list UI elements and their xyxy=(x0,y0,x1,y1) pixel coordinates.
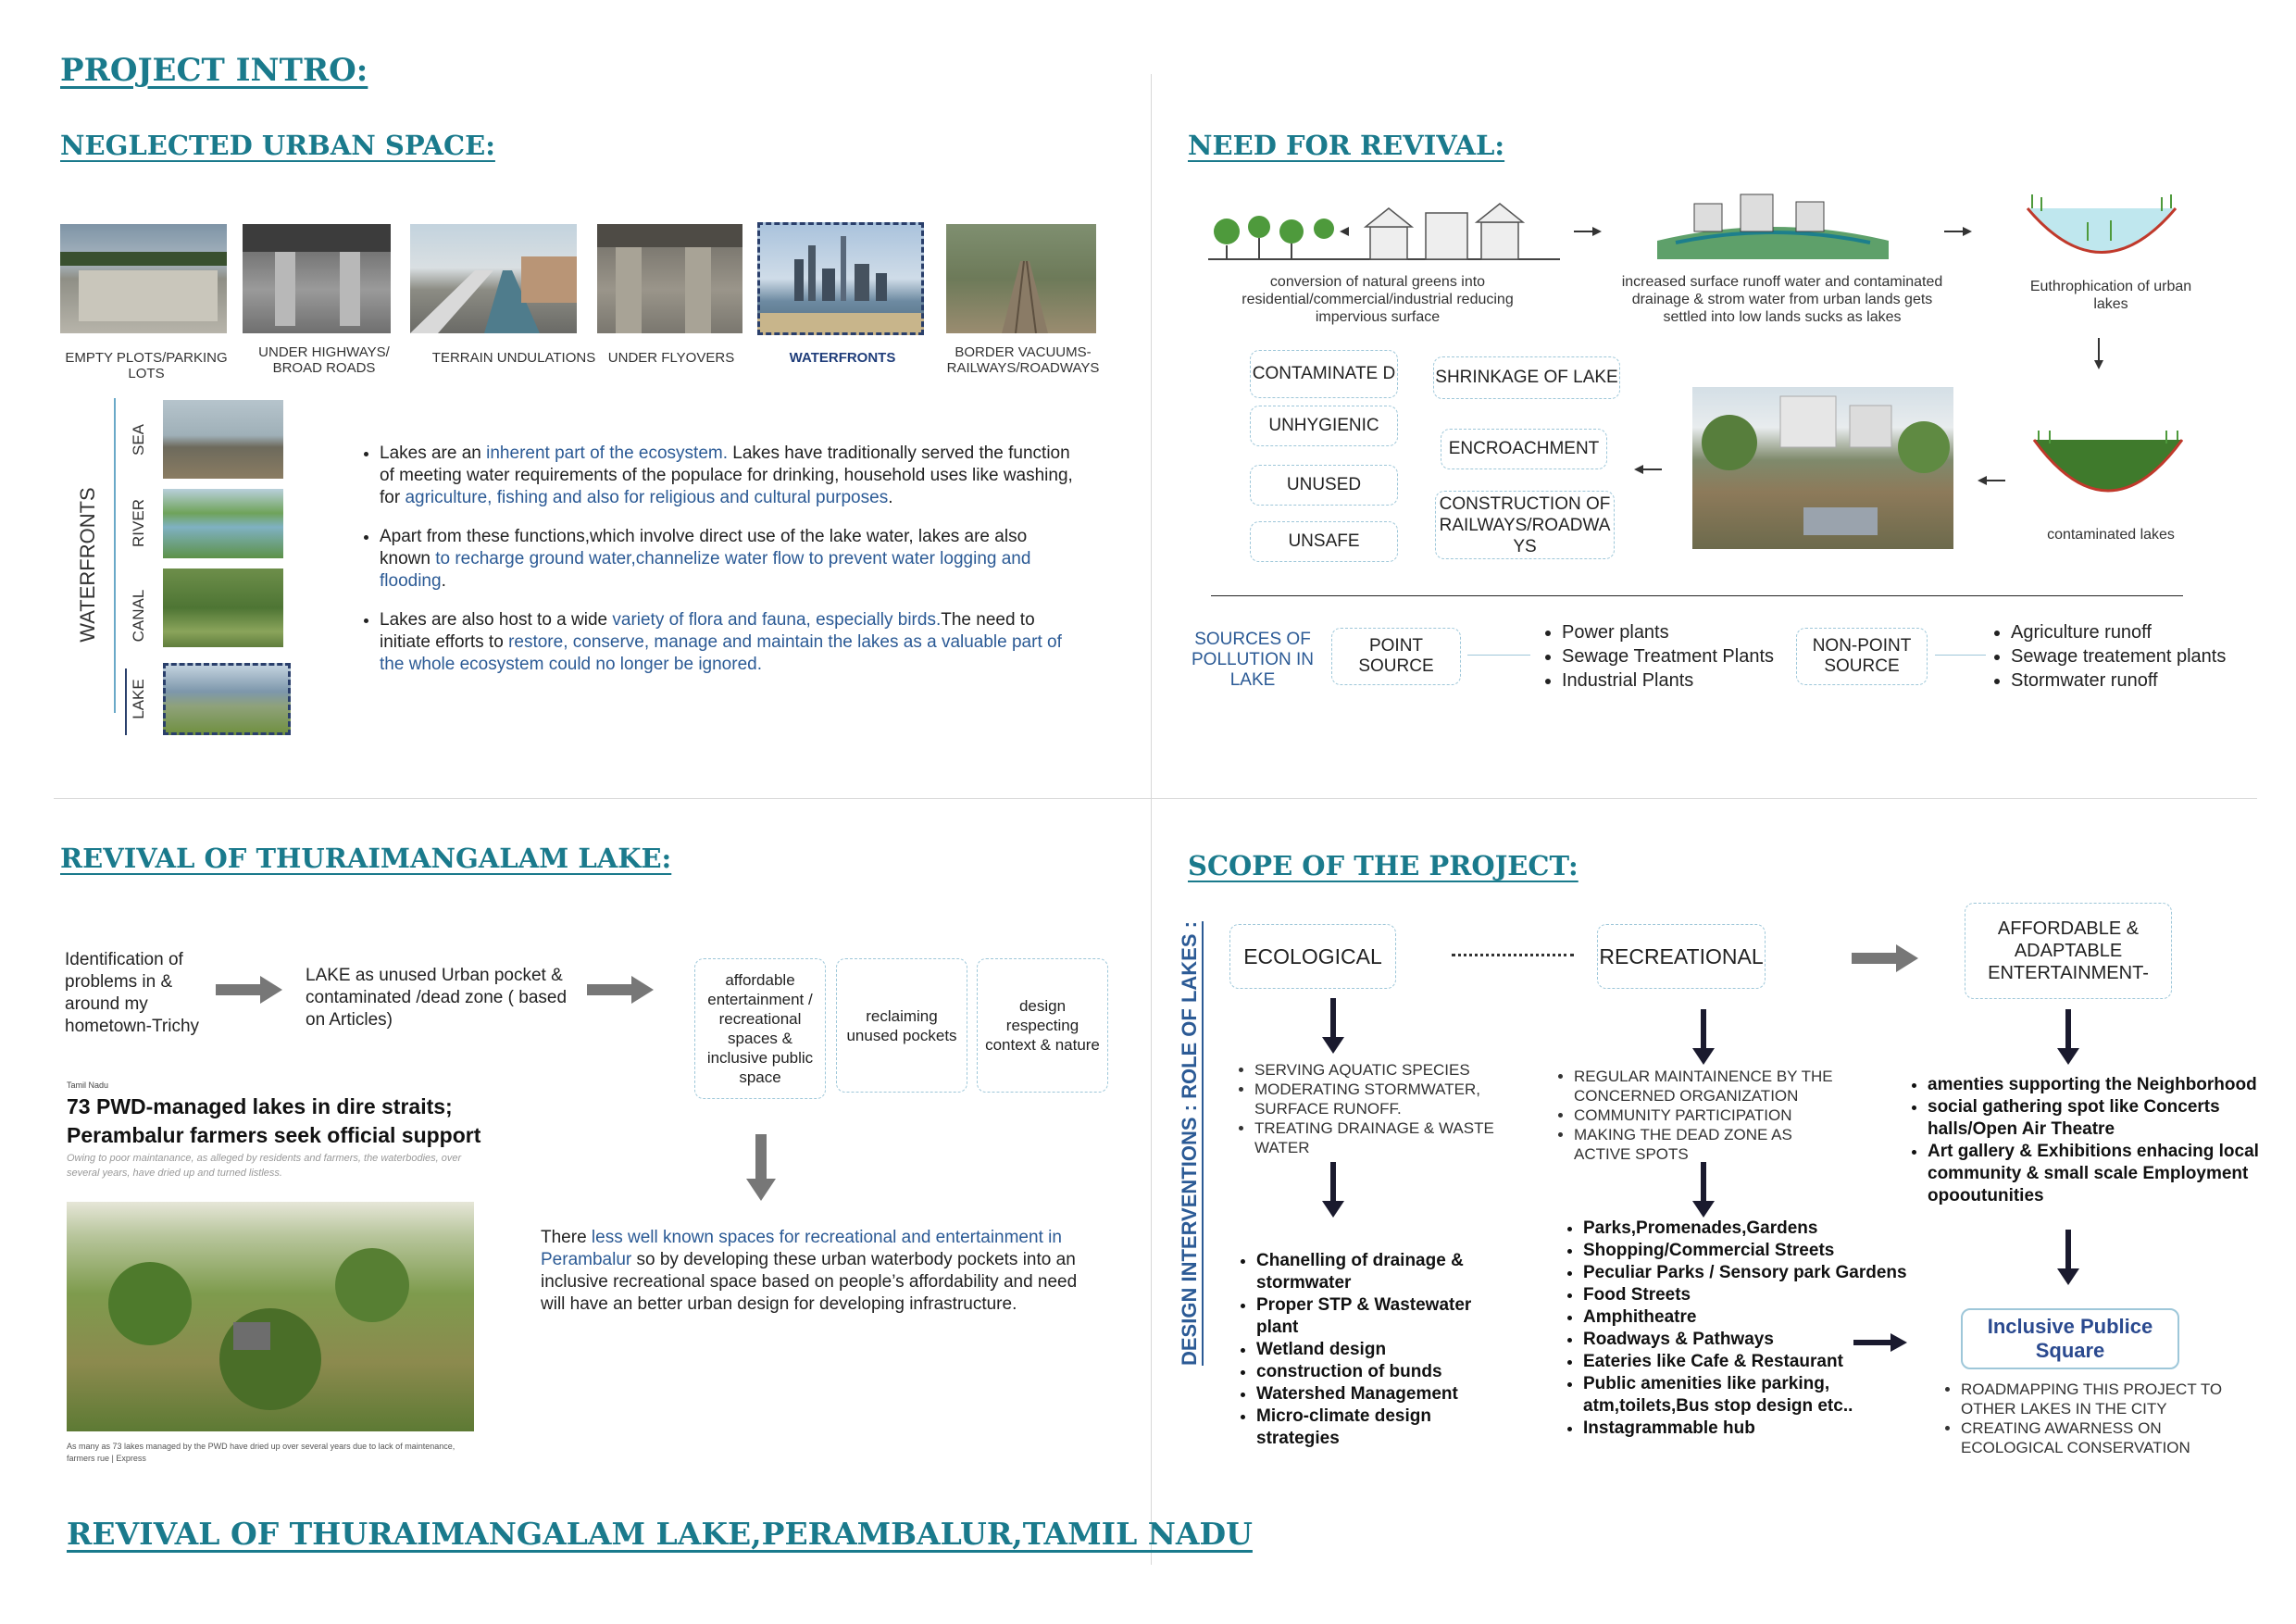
eco-arrow-1 xyxy=(1322,998,1344,1054)
rec-intervention: • Instagrammable hub xyxy=(1583,1418,1952,1440)
rec-to-final-arrow xyxy=(1853,1333,1907,1352)
type-canal-label: CANAL xyxy=(130,589,147,643)
point-item: • Industrial Plants xyxy=(1562,668,1782,693)
need-step3-text: Euthrophication of urban lakes xyxy=(2029,279,2192,312)
rec-intervention: • Public amenities like parking, atm,toilets,Bus stop design etc.. xyxy=(1583,1373,1952,1418)
final-box: Inclusive Publice Square xyxy=(1961,1308,2179,1369)
lake-bullet-1: • Lakes are an inherent part of the ecosystem. Lakes have traditionally served the function of meeting water requirements of the populace for drinking, household uses like washing, for agriculture, fishing and also for religious and cultural purposes. xyxy=(380,443,1076,509)
rec-role: • COMMUNITY PARTICIPATION xyxy=(1574,1106,1842,1125)
eco-intervention: • Chanelling of drainage & stormwater xyxy=(1256,1250,1504,1294)
caption-terrain-undulations: TERRAIN UNDULATIONS xyxy=(431,350,596,366)
caption-border-vacuums: BORDER VACUUMS- RAILWAYS/ROADWAYS xyxy=(946,344,1100,376)
rec-intervention: • Food Streets xyxy=(1583,1284,1952,1306)
eco-roles xyxy=(1236,1060,1514,1157)
point-source-list xyxy=(1541,620,1782,693)
aff-role: • amenties supporting the Neighborhood xyxy=(1928,1074,2259,1096)
revival-step1: Identification of problems in & around my hometown-Trichy xyxy=(65,950,200,1036)
photo-waterfronts xyxy=(757,222,924,335)
news-photo xyxy=(67,1202,474,1431)
col-affordable-box: AFFORDABLE & ADAPTABLE ENTERTAINMENT- xyxy=(1965,903,2172,999)
eco-role: • SERVING AQUATIC SPECIES xyxy=(1254,1060,1514,1080)
revival-paragraph: There less well known spaces for recreational and entertainment in Perambalur so by developing these urban waterbody pockets into an inclusive recreational space based on people’s affordability and need will have an better urban design for developing infrastructure. xyxy=(541,1228,1078,1314)
eco-role: • TREATING DRAINAGE & WASTE WATER xyxy=(1254,1118,1514,1157)
waterfronts-label: WATERFRONTS xyxy=(76,487,99,643)
state-unhygienic: UNHYGIENIC xyxy=(1250,406,1398,446)
eco-intervention: • Wetland design xyxy=(1256,1339,1504,1361)
caption-empty-plots: EMPTY PLOTS/PARKING LOTS xyxy=(65,350,228,381)
arrow-1 xyxy=(1574,225,1602,238)
photo-border-vacuums xyxy=(946,224,1096,333)
photo-contaminated-lake xyxy=(1692,387,1953,549)
news-tag: Tamil Nadu xyxy=(67,1081,109,1090)
arrow-left-2 xyxy=(1634,463,1662,476)
caption-under-flyovers: UNDER FLYOVERS xyxy=(607,350,735,366)
nonpoint-item: • Agriculture runoff xyxy=(2011,620,2259,644)
goal-affordable: affordable entertainment / recreational spaces & inclusive public space xyxy=(694,958,826,1099)
rec-arrow-2 xyxy=(1692,1162,1715,1218)
vertical-divider xyxy=(1151,74,1152,1565)
rec-interventions xyxy=(1563,1218,1952,1440)
photo-river xyxy=(163,489,283,558)
revival-step2: LAKE as unused Urban pocket & contaminated /dead zone ( based on Articles) xyxy=(306,966,568,1030)
news-title: 73 PWD-managed lakes in dire straits; Perambalur farmers seek official support xyxy=(67,1094,481,1147)
lake-marker xyxy=(125,668,127,735)
eco-interventions xyxy=(1236,1250,1504,1450)
sketch-contaminated xyxy=(2029,431,2187,505)
arrow-down-1 xyxy=(2092,338,2105,369)
photo-lake xyxy=(163,663,291,735)
photo-terrain-undulations xyxy=(410,224,577,333)
lake-bullet-2: • Apart from these functions,which involve direct use of the lake water, lakes are also known to recharge ground water,channelize water flow to prevent water logging and flooding. xyxy=(380,526,1076,593)
revival-arrow-down xyxy=(746,1134,776,1201)
nonpoint-connector xyxy=(1935,655,1986,656)
neglected-heading: NEGLECTED URBAN SPACE: xyxy=(60,130,495,161)
dotted-connector xyxy=(1452,954,1574,956)
need-step4-text: contaminated lakes xyxy=(2047,527,2175,543)
final-items xyxy=(1942,1380,2239,1457)
point-source-box: POINT SOURCE xyxy=(1331,628,1461,685)
photo-sea xyxy=(163,400,283,479)
need-revival-heading: NEED FOR REVIVAL: xyxy=(1188,130,1505,161)
news-subtitle: Owing to poor maintanance, as alleged by residents and farmers, the waterbodies, over several years, have dried up and turned listless. xyxy=(67,1153,462,1179)
state-contaminated: CONTAMINATE D xyxy=(1250,350,1398,398)
rec-role: • REGULAR MAINTAINENCE BY THE CONCERNED ORGANIZATION xyxy=(1574,1067,1842,1106)
photo-canal xyxy=(163,568,283,647)
rec-roles xyxy=(1555,1067,1842,1164)
issue-encroachment: ENCROACHMENT xyxy=(1441,429,1607,469)
aff-arrow-2 xyxy=(2057,1230,2079,1285)
aff-role: • Art gallery & Exhibitions enhacing local community & small scale Employment opooutunities xyxy=(1928,1141,2259,1207)
rec-intervention: • Peculiar Parks / Sensory park Gardens xyxy=(1583,1262,1952,1284)
type-lake-label: LAKE xyxy=(130,679,147,719)
final-item: • CREATING AWARNESS ON ECOLOGICAL CONSERVATION xyxy=(1961,1418,2239,1457)
sketch-runoff xyxy=(1657,185,1889,259)
type-river-label: RIVER xyxy=(130,499,147,547)
revival-arrow-1 xyxy=(216,976,282,1004)
nonpoint-source-list xyxy=(1990,620,2259,693)
caption-under-highways: UNDER HIGHWAYS/ BROAD ROADS xyxy=(258,344,390,376)
nonpoint-item: • Sewage treatement plants xyxy=(2011,644,2259,668)
need-step1-text: conversion of natural greens into residential/commercial/industrial reducing impervious surface xyxy=(1242,274,1514,325)
photo-under-flyovers xyxy=(597,224,742,333)
footer-title: REVIVAL OF THURAIMANGALAM LAKE,PERAMBALUR,TAMIL NADU xyxy=(67,1516,1253,1552)
need-separator xyxy=(1211,595,2183,596)
col-ecological-box: ECOLOGICAL xyxy=(1229,924,1396,989)
final-item: • ROADMAPPING THIS PROJECT TO OTHER LAKES IN THE CITY xyxy=(1961,1380,2239,1418)
rec-intervention: • Roadways & Pathways xyxy=(1583,1329,1952,1351)
need-step2-text: increased surface runoff water and contaminated drainage & strom water from urban lands gets settled into low lands sucks as lakes xyxy=(1621,274,1943,325)
issue-construction: CONSTRUCTION OF RAILWAYS/ROADWA YS xyxy=(1435,491,1615,559)
goal-reclaiming: reclaiming unused pockets xyxy=(836,958,967,1093)
rec-arrow-1 xyxy=(1692,1009,1715,1065)
caption-waterfronts: WATERFRONTS xyxy=(789,350,896,366)
arrow-2 xyxy=(1944,225,1972,238)
nonpoint-item: • Stormwater runoff xyxy=(2011,668,2259,693)
news-caption: As many as 73 lakes managed by the PWD have dried up over several years due to lack of maintenance, farmers rue | Express xyxy=(67,1442,455,1463)
rec-intervention: • Parks,Promenades,Gardens xyxy=(1583,1218,1952,1240)
eco-intervention: • Micro-climate design strategies xyxy=(1256,1405,1504,1450)
rec-intervention: • Eateries like Cafe & Restaurant xyxy=(1583,1351,1952,1373)
goal-design: design respecting context & nature xyxy=(977,958,1108,1093)
scope-vertical-label: DESIGN INTERVENTIONS : ROLE OF LAKES : xyxy=(1178,921,1201,1366)
lake-bullet-3: • Lakes are also host to a wide variety of flora and fauna, especially birds.The need to initiate efforts to restore, conserve, manage and maintain the lakes as a valuable part of the whole ecosystem could no longer be ignored. xyxy=(380,609,1076,676)
eco-role: • MODERATING STORMWATER, SURFACE RUNOFF. xyxy=(1254,1080,1514,1118)
sketch-greens-to-urban xyxy=(1208,190,1560,264)
aff-role: • social gathering spot like Concerts halls/Open Air Theatre xyxy=(1928,1096,2259,1141)
arrow-left-1 xyxy=(1978,474,2005,487)
photo-empty-plots xyxy=(60,224,227,333)
nonpoint-source-box: NON-POINT SOURCE xyxy=(1796,628,1928,685)
eco-intervention: • Proper STP & Wastewater plant xyxy=(1256,1294,1504,1339)
scope-arrow-right xyxy=(1852,944,1918,972)
sources-title: SOURCES OF POLLUTION IN LAKE xyxy=(1192,630,1314,690)
sketch-euthrophication xyxy=(2023,194,2180,264)
project-intro-heading: PROJECT INTRO: xyxy=(60,52,368,89)
scope-heading: SCOPE OF THE PROJECT: xyxy=(1188,850,1578,881)
state-unused: UNUSED xyxy=(1250,465,1398,506)
rec-intervention: • Amphitheatre xyxy=(1583,1306,1952,1329)
eco-arrow-2 xyxy=(1322,1162,1344,1218)
issue-shrinkage: SHRINKAGE OF LAKE xyxy=(1433,356,1620,399)
type-sea-label: SEA xyxy=(130,423,147,456)
eco-intervention: • Watershed Management xyxy=(1256,1383,1504,1405)
aff-roles xyxy=(1907,1074,2259,1207)
col-recreational-box: RECREATIONAL xyxy=(1597,924,1766,989)
eco-intervention: • construction of bunds xyxy=(1256,1361,1504,1383)
rec-role: • MAKING THE DEAD ZONE AS ACTIVE SPOTS xyxy=(1574,1125,1842,1164)
state-unsafe: UNSAFE xyxy=(1250,521,1398,562)
waterfronts-line xyxy=(114,398,116,713)
point-item: • Power plants xyxy=(1562,620,1782,644)
revival-arrow-2 xyxy=(587,976,654,1004)
rec-intervention: • Shopping/Commercial Streets xyxy=(1583,1240,1952,1262)
revival-lake-heading: REVIVAL OF THURAIMANGALAM LAKE: xyxy=(60,843,672,874)
horizontal-divider xyxy=(54,798,2257,799)
point-item: • Sewage Treatment Plants xyxy=(1562,644,1782,668)
lake-bullet-list xyxy=(354,443,1076,693)
photo-under-highways xyxy=(243,224,391,333)
aff-arrow-1 xyxy=(2057,1009,2079,1065)
point-connector xyxy=(1467,655,1530,656)
